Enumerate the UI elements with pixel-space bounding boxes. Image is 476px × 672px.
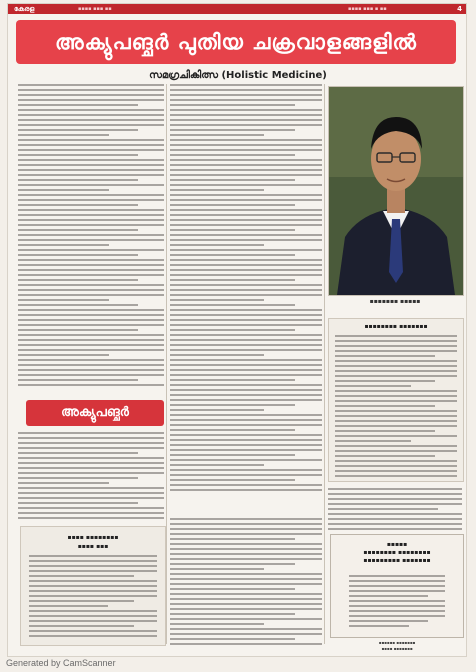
text-line (170, 309, 322, 311)
text-line (170, 144, 322, 146)
text-line (18, 279, 138, 281)
text-line (170, 199, 322, 201)
text-lines (18, 84, 164, 389)
text-line (18, 219, 164, 221)
text-line (335, 395, 457, 397)
text-line (170, 234, 322, 236)
scanner-watermark: Generated by CamScanner (6, 658, 116, 668)
text-line (170, 404, 295, 406)
body-column-3-lower (328, 488, 462, 532)
text-line (18, 89, 164, 91)
text-line (335, 460, 457, 462)
author-photo (328, 86, 464, 296)
text-line (170, 339, 322, 341)
text-line (18, 349, 164, 351)
text-line (18, 209, 164, 211)
text-line (349, 605, 445, 607)
text-line (29, 630, 157, 632)
text-line (18, 229, 138, 231)
text-line (170, 528, 322, 530)
text-line (170, 169, 322, 171)
text-line (29, 585, 157, 587)
text-line (170, 409, 264, 411)
text-line (335, 465, 457, 467)
text-line (170, 389, 322, 391)
text-line (18, 517, 164, 519)
text-line (29, 555, 157, 557)
text-line (170, 459, 322, 461)
side-article-box (328, 318, 464, 482)
text-line (170, 558, 322, 560)
text-line (18, 194, 164, 196)
text-line (335, 470, 457, 472)
text-line (170, 628, 322, 630)
text-line (18, 334, 164, 336)
text-line (18, 184, 164, 186)
date-line-right: ▪▪▪▪ ▪▪▪ ▪ ▪▪ (348, 6, 387, 12)
text-line (170, 139, 322, 141)
text-line (335, 400, 457, 402)
text-line (335, 365, 457, 367)
text-line (29, 565, 157, 567)
text-line (335, 390, 457, 392)
text-line (328, 498, 462, 500)
text-line (170, 99, 322, 101)
text-line (18, 507, 164, 509)
text-line (18, 497, 164, 499)
text-line (18, 314, 164, 316)
text-line (170, 219, 322, 221)
text-line (335, 445, 457, 447)
text-line (328, 523, 462, 525)
text-line (170, 359, 322, 361)
text-line (170, 349, 322, 351)
text-line (170, 314, 322, 316)
text-line (328, 513, 462, 515)
text-line (18, 264, 164, 266)
text-line (18, 289, 164, 291)
text-line (170, 474, 322, 476)
text-line (29, 635, 157, 637)
text-line (18, 344, 164, 346)
text-line (170, 329, 295, 331)
text-lines (335, 335, 457, 480)
text-line (18, 99, 164, 101)
text-line (335, 350, 457, 352)
text-line (18, 487, 164, 489)
text-line (170, 149, 322, 151)
text-line (18, 104, 138, 106)
text-line (170, 379, 295, 381)
text-line (170, 568, 264, 570)
text-line (170, 543, 322, 545)
text-line (170, 189, 264, 191)
text-line (170, 114, 322, 116)
text-line (170, 618, 322, 620)
text-line (18, 109, 164, 111)
text-line (170, 299, 264, 301)
text-line (18, 502, 138, 504)
text-line (170, 374, 322, 376)
text-line (29, 575, 134, 577)
text-line (335, 425, 457, 427)
text-line (170, 214, 322, 216)
text-line (170, 104, 295, 106)
text-line (335, 385, 411, 387)
text-line (170, 119, 322, 121)
text-line (18, 369, 164, 371)
text-line (170, 479, 295, 481)
text-line (18, 234, 164, 236)
text-line (18, 224, 164, 226)
text-line (18, 244, 109, 246)
body-column-2-lower (170, 512, 322, 650)
text-line (170, 573, 322, 575)
text-line (18, 319, 164, 321)
text-line (170, 319, 322, 321)
photo-caption: ▪▪▪▪▪▪▪ ▪▪▪▪▪ (369, 298, 421, 305)
text-line (170, 399, 322, 401)
text-line (170, 304, 295, 306)
text-line (18, 144, 164, 146)
text-line (170, 134, 264, 136)
text-line (335, 450, 457, 452)
text-line (18, 324, 164, 326)
text-line (29, 625, 134, 627)
text-line (18, 477, 138, 479)
text-line (170, 424, 322, 426)
article-subheading: സമഗ്രചികിത്സ (Holistic Medicine) (149, 70, 327, 81)
text-line (170, 204, 295, 206)
text-line (18, 139, 164, 141)
text-line (18, 447, 164, 449)
text-line (170, 439, 322, 441)
text-line (18, 462, 164, 464)
text-line (328, 508, 438, 510)
text-line (170, 484, 322, 486)
text-line (18, 164, 164, 166)
text-line (29, 615, 157, 617)
text-line (335, 360, 457, 362)
text-line (170, 209, 322, 211)
text-line (18, 189, 109, 191)
text-line (29, 590, 157, 592)
text-line (18, 269, 164, 271)
text-line (18, 482, 109, 484)
text-line (170, 553, 322, 555)
page-number: 4 (457, 5, 462, 13)
text-line (328, 488, 462, 490)
text-line (349, 595, 428, 597)
text-line (335, 375, 457, 377)
text-line (170, 608, 322, 610)
text-line (170, 548, 322, 550)
text-line (18, 249, 164, 251)
text-line (335, 410, 457, 412)
text-line (18, 304, 138, 306)
text-line (170, 563, 295, 565)
text-line (335, 440, 411, 442)
text-line (335, 435, 457, 437)
newspaper-page (8, 4, 466, 656)
text-line (170, 384, 322, 386)
text-line (18, 119, 164, 121)
text-line (170, 84, 322, 86)
text-line (170, 429, 295, 431)
text-line (18, 432, 164, 434)
text-lines (328, 488, 462, 532)
text-line (170, 269, 322, 271)
text-line (335, 380, 435, 382)
text-line (170, 419, 322, 421)
text-lines (170, 518, 322, 648)
text-line (349, 620, 428, 622)
text-line (29, 570, 157, 572)
date-line-left: ▪▪▪▪ ▪▪▪ ▪▪ (78, 6, 112, 12)
text-line (349, 600, 445, 602)
text-line (18, 457, 164, 459)
text-line (170, 159, 322, 161)
text-line (170, 274, 322, 276)
text-line (18, 452, 138, 454)
text-line (170, 224, 322, 226)
text-line (18, 169, 164, 171)
column-divider (166, 84, 167, 644)
text-line (170, 643, 322, 645)
text-line (349, 625, 409, 627)
text-line (18, 114, 164, 116)
text-line (18, 354, 109, 356)
text-line (170, 364, 322, 366)
text-line (328, 528, 462, 530)
body-column-2 (170, 84, 322, 494)
text-line (18, 472, 164, 474)
text-line (349, 590, 445, 592)
text-line (170, 239, 322, 241)
text-line (170, 538, 295, 540)
contact-box-title: ▪▪▪▪ ▪▪▪▪▪▪▪▪ ▪▪▪▪ ▪▪▪ (67, 534, 119, 550)
text-line (18, 309, 164, 311)
text-line (170, 638, 295, 640)
text-line (170, 334, 322, 336)
text-line (29, 620, 157, 622)
text-line (335, 405, 435, 407)
text-line (18, 359, 164, 361)
text-line (18, 259, 164, 261)
text-line (18, 94, 164, 96)
text-line (170, 613, 295, 615)
text-line (170, 259, 322, 261)
text-line (170, 489, 322, 491)
text-line (18, 442, 164, 444)
text-line (170, 454, 295, 456)
article-headline: അക്യുപങ്ചർ പുതിയ ചക്രവാളങ്ങളിൽ (16, 20, 456, 64)
text-line (170, 284, 322, 286)
text-line (170, 414, 322, 416)
masthead-bar (8, 4, 466, 14)
text-line (170, 533, 322, 535)
text-line (29, 560, 157, 562)
side-box-title: ▪▪▪▪▪▪▪▪ ▪▪▪▪▪▪▪ (364, 323, 428, 330)
text-line (18, 492, 164, 494)
text-line (29, 580, 157, 582)
text-line (170, 229, 295, 231)
text-line (18, 134, 109, 136)
text-line (18, 199, 164, 201)
text-line (170, 294, 322, 296)
text-lines (18, 432, 164, 522)
portrait-icon (329, 87, 463, 295)
text-lines (29, 555, 157, 640)
text-line (170, 464, 264, 466)
text-line (29, 600, 134, 602)
text-line (335, 475, 457, 477)
text-lines (170, 84, 322, 494)
text-line (335, 345, 457, 347)
text-line (18, 339, 164, 341)
text-line (349, 610, 445, 612)
text-line (328, 493, 462, 495)
text-line (170, 94, 322, 96)
info-box-title: ▪▪▪▪▪ ▪▪▪▪▪▪▪▪ ▪▪▪▪▪▪▪▪ ▪▪▪▪▪▪▪▪▪ ▪▪▪▪▪▪▪ (363, 541, 431, 564)
text-line (18, 364, 164, 366)
text-line (18, 379, 138, 381)
text-line (170, 194, 322, 196)
text-line (170, 588, 295, 590)
text-line (18, 159, 164, 161)
text-line (18, 84, 164, 86)
text-line (18, 437, 164, 439)
text-line (170, 369, 322, 371)
text-lines (349, 575, 445, 630)
text-line (170, 523, 322, 525)
text-line (349, 580, 445, 582)
text-line (18, 374, 164, 376)
column-divider (324, 84, 325, 644)
text-line (335, 455, 435, 457)
text-line (170, 603, 322, 605)
text-line (170, 129, 295, 131)
text-line (335, 420, 457, 422)
text-line (170, 593, 322, 595)
text-line (170, 324, 322, 326)
info-advert-box (330, 534, 464, 638)
text-line (29, 610, 157, 612)
text-line (170, 109, 322, 111)
text-line (29, 605, 108, 607)
text-line (170, 583, 322, 585)
text-line (18, 467, 164, 469)
text-line (335, 340, 457, 342)
text-line (170, 354, 264, 356)
text-line (170, 124, 322, 126)
text-line (18, 329, 138, 331)
text-line (18, 284, 164, 286)
text-line (335, 335, 457, 337)
page-label: കേരള (14, 5, 35, 13)
section-tag: അക്യുപങ്ചർ (26, 400, 164, 426)
text-line (29, 595, 157, 597)
text-line (18, 299, 109, 301)
text-line (170, 289, 322, 291)
text-line (18, 214, 164, 216)
text-line (328, 503, 462, 505)
text-line (349, 585, 445, 587)
text-line (170, 623, 264, 625)
text-line (170, 174, 322, 176)
text-line (170, 434, 322, 436)
text-line (170, 578, 322, 580)
text-line (18, 239, 164, 241)
text-line (170, 249, 322, 251)
text-line (170, 598, 322, 600)
text-line (170, 469, 322, 471)
text-line (18, 129, 138, 131)
text-line (170, 184, 322, 186)
text-line (18, 294, 164, 296)
text-line (170, 179, 295, 181)
text-line (18, 149, 164, 151)
text-line (349, 575, 445, 577)
text-line (335, 415, 457, 417)
text-line (170, 449, 322, 451)
text-line (335, 430, 435, 432)
footer-note: ▪▪▪▪▪▪ ▪▪▪▪▪▪▪ ▪▪▪▪ ▪▪▪▪▪▪▪ (378, 640, 416, 651)
text-line (170, 244, 264, 246)
text-line (170, 279, 295, 281)
text-line (170, 264, 322, 266)
text-line (18, 512, 164, 514)
body-column-1-lower (18, 432, 164, 522)
text-line (170, 633, 322, 635)
text-line (170, 518, 322, 520)
text-line (170, 444, 322, 446)
text-line (18, 124, 164, 126)
text-line (18, 179, 138, 181)
text-line (170, 394, 322, 396)
text-line (18, 154, 138, 156)
text-line (335, 355, 435, 357)
text-line (170, 254, 295, 256)
text-line (170, 154, 295, 156)
text-line (328, 518, 462, 520)
text-line (18, 204, 138, 206)
text-line (18, 384, 164, 386)
text-line (18, 174, 164, 176)
text-line (170, 344, 322, 346)
text-line (18, 254, 138, 256)
text-line (170, 89, 322, 91)
text-line (349, 615, 445, 617)
contact-box-left (20, 526, 166, 646)
text-line (335, 370, 457, 372)
text-line (18, 274, 164, 276)
text-line (170, 164, 322, 166)
body-column-1 (18, 84, 164, 389)
